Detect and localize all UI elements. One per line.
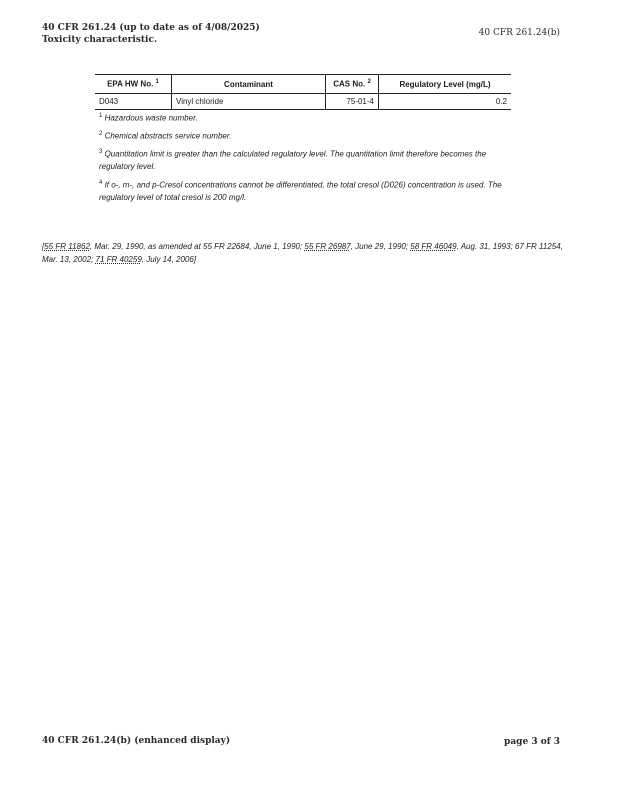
footnote-text: If o-, m-, and p-Cresol concentrations cannot be differentiated, the total cresol (D026) concentration is used. The regulatory level of total cresol is 200 mg/l. bbox=[99, 180, 502, 203]
citation-text: , June 29, 1990; bbox=[350, 242, 411, 251]
cell-regulatory-level: 0.2 bbox=[379, 94, 512, 110]
cell-contaminant: Vinyl chloride bbox=[172, 94, 326, 110]
column-header-label: Contaminant bbox=[224, 79, 273, 89]
source-citation bbox=[42, 240, 567, 266]
footnotes bbox=[99, 110, 511, 208]
contaminant-table bbox=[95, 74, 511, 110]
footnote-text: Hazardous waste number. bbox=[104, 113, 198, 123]
header-subtitle: Toxicity characteristic. bbox=[42, 35, 158, 45]
column-header-cas-no bbox=[326, 75, 379, 94]
footnote-text: Quantitation limit is greater than the calculated regulatory level. The quantitation limit therefore becomes the regulatory level. bbox=[99, 149, 487, 172]
table-row bbox=[95, 94, 511, 110]
citation-text: , Mar. 29, 1990, as amended at 55 FR 22684, June 1, 1990; bbox=[89, 242, 305, 251]
footnote-ref: 2 bbox=[367, 79, 371, 86]
footnote-mark: 1 bbox=[99, 113, 103, 119]
fr-citation-link[interactable]: 55 FR 11862 bbox=[44, 242, 90, 251]
citation-open: [ bbox=[42, 242, 45, 251]
footnote-mark: 4 bbox=[99, 179, 103, 186]
footer-page-number: page 3 of 3 bbox=[504, 737, 560, 747]
footnote-mark: 3 bbox=[99, 149, 103, 156]
footnote bbox=[99, 146, 511, 174]
column-header-label: EPA HW No. bbox=[107, 79, 154, 89]
footnote bbox=[99, 177, 511, 205]
column-header-epa-hw-no bbox=[95, 75, 172, 94]
column-header-regulatory-level bbox=[379, 75, 512, 94]
citation-text: , Aug. 31, 1993; 67 FR 11254, Mar. 13, 2002; bbox=[42, 242, 563, 264]
cell-cas-no: 75-01-4 bbox=[326, 94, 379, 110]
fr-citation-link[interactable]: 55 FR 26987 bbox=[304, 242, 351, 251]
cell-epa-hw-no: D043 bbox=[95, 94, 172, 110]
footnote bbox=[99, 110, 511, 125]
fr-citation-link[interactable]: 71 FR 40259 bbox=[95, 255, 142, 264]
footnote bbox=[99, 128, 511, 143]
header-section: 40 CFR 261.24(b) bbox=[478, 28, 560, 38]
footnote-ref: 1 bbox=[155, 79, 159, 86]
column-header-contaminant bbox=[172, 75, 326, 94]
column-header-label: Regulatory Level (mg/L) bbox=[399, 79, 491, 89]
fr-citation-link[interactable]: 58 FR 46049 bbox=[410, 242, 457, 251]
header-title: 40 CFR 261.24 (up to date as of 4/08/2025) bbox=[42, 23, 260, 33]
table-header-row bbox=[95, 75, 511, 94]
footer-document-name: 40 CFR 261.24(b) (enhanced display) bbox=[42, 736, 231, 746]
footnote-mark: 2 bbox=[99, 131, 103, 138]
footnote-text: Chemical abstracts service number. bbox=[104, 131, 232, 141]
citation-text: , July 14, 2006] bbox=[141, 255, 197, 264]
document-header bbox=[42, 22, 260, 46]
column-header-label: CAS No. bbox=[333, 79, 366, 89]
